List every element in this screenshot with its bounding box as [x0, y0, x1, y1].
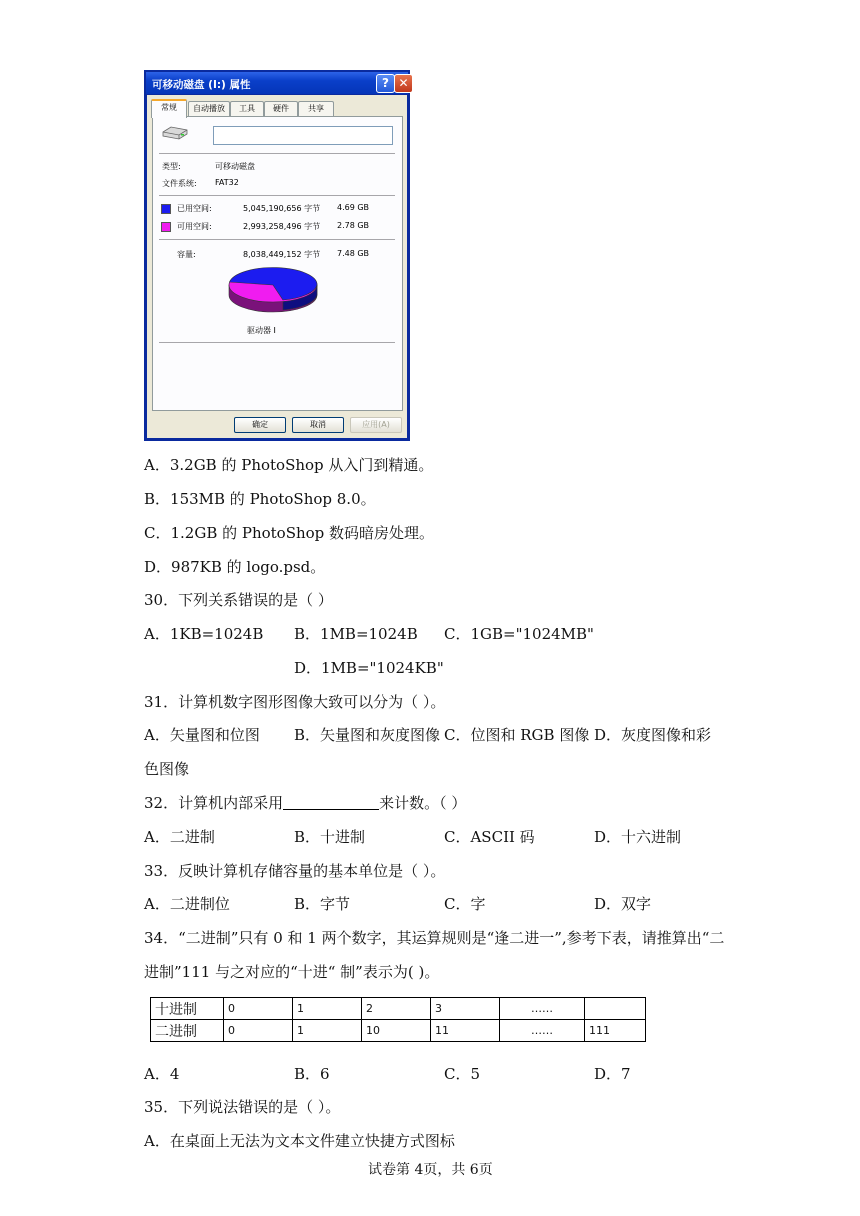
dialog-title: 可移动磁盘 (I:) 属性: [152, 79, 251, 91]
tab-hardware[interactable]: 硬件: [264, 101, 298, 116]
capacity-bytes: 8,038,449,152 字节: [243, 250, 321, 259]
free-space-bytes: 2,993,258,496 字节: [243, 222, 321, 231]
filesystem-label: 文件系统:: [162, 179, 197, 188]
table-cell: 1: [293, 1020, 362, 1042]
q32-stem-end: 来计数。（ ）: [379, 794, 467, 812]
filesystem-value: FAT32: [215, 178, 239, 187]
q30-option-c: C．1GB="1024MB": [444, 625, 594, 643]
table-cell: 111: [585, 1020, 646, 1042]
general-tab-panel: [152, 116, 403, 411]
capacity-gb: 7.48 GB: [337, 249, 370, 258]
q35-option-a: A．在桌面上无法为文本文件建立快捷方式图标: [144, 1132, 455, 1150]
table-cell: 0: [224, 998, 293, 1020]
type-value: 可移动磁盘: [215, 162, 255, 171]
q33-option-a: A．二进制位: [144, 895, 230, 913]
dialog-titlebar: [146, 72, 408, 94]
q31-option-a: A．矢量图和位图: [144, 726, 260, 744]
q32-option-c: C．ASCII 码: [444, 828, 535, 846]
close-button[interactable]: ✕: [394, 74, 413, 93]
table-cell: 2: [362, 998, 431, 1020]
table-cell: ……: [500, 1020, 585, 1042]
q33-option-b: B．字节: [294, 895, 351, 913]
answer-blank: [283, 795, 379, 810]
table-cell: ……: [500, 998, 585, 1020]
table-row: [151, 998, 646, 1020]
base-conversion-table: [150, 997, 646, 1042]
drive-label: 驱动器 I: [247, 326, 276, 335]
tab-general[interactable]: 常规: [151, 99, 187, 118]
q32-option-d: D．十六进制: [594, 828, 682, 846]
free-space-label: 可用空间:: [177, 222, 212, 231]
separator: [159, 239, 395, 240]
separator: [159, 195, 395, 196]
q29-option-a: A．3.2GB 的 PhotoShop 从入门到精通。: [144, 456, 434, 474]
q30-option-d: D．1MB="1024KB": [294, 659, 444, 677]
q30-stem: 30．下列关系错误的是（ ）: [144, 591, 333, 609]
page-footer: 试卷第 4页，共 6页: [368, 1162, 493, 1178]
used-space-gb: 4.69 GB: [337, 203, 370, 212]
table-cell: 十进制: [151, 998, 224, 1020]
table-cell: [585, 998, 646, 1020]
q30-option-a: A．1KB=1024B: [144, 625, 264, 643]
q32-stem-start: 32．计算机内部采用: [144, 794, 284, 812]
q33-stem: 33．反映计算机存储容量的基本单位是（ ）。: [144, 862, 446, 880]
drive-properties-dialog: [144, 70, 410, 441]
dialog-body: [147, 95, 407, 438]
q34-option-b: B．6: [294, 1065, 330, 1083]
separator: [159, 153, 395, 154]
q30-option-b: B．1MB=1024B: [294, 625, 418, 643]
q31-option-d: D．灰度图像和彩: [594, 726, 712, 744]
table-cell: 0: [224, 1020, 293, 1042]
ok-button[interactable]: 确定: [234, 417, 286, 433]
used-space-bytes: 5,045,190,656 字节: [243, 204, 321, 213]
used-space-swatch: [161, 204, 171, 214]
q33-option-c: C．字: [444, 895, 486, 913]
q33-option-d: D．双字: [594, 895, 652, 913]
cancel-button[interactable]: 取消: [292, 417, 344, 433]
q34-stem-line2: 进制”111 与之对应的“十进“ 制”表示为( )。: [144, 963, 440, 981]
table-cell: 3: [431, 998, 500, 1020]
removable-drive-icon: [161, 125, 189, 141]
free-space-gb: 2.78 GB: [337, 221, 370, 230]
q31-option-b: B．矢量图和灰度图像: [294, 726, 441, 744]
q34-stem-line1: 34．“二进制”只有 0 和 1 两个数字，其运算规则是“逢二进一”,参考下表，请推算出“二: [144, 929, 725, 947]
q32-option-b: B．十进制: [294, 828, 366, 846]
q35-stem: 35．下列说法错误的是（ ）。: [144, 1098, 341, 1116]
q29-option-c: C．1.2GB 的 PhotoShop 数码暗房处理。: [144, 524, 435, 542]
q32-stem: [144, 793, 466, 813]
apply-button[interactable]: 应用(A): [350, 417, 402, 433]
q32-option-a: A．二进制: [144, 828, 215, 846]
used-space-label: 已用空间:: [177, 204, 212, 213]
capacity-label: 容量:: [177, 250, 196, 259]
help-button[interactable]: ?: [376, 74, 395, 93]
type-label: 类型:: [162, 162, 181, 171]
table-cell: 二进制: [151, 1020, 224, 1042]
tab-sharing[interactable]: 共享: [298, 101, 334, 116]
q34-option-d: D．7: [594, 1065, 631, 1083]
table-row: [151, 1020, 646, 1042]
q29-option-d: D．987KB 的 logo.psd。: [144, 558, 326, 576]
separator: [159, 342, 395, 343]
free-space-swatch: [161, 222, 171, 232]
q31-stem: 31．计算机数字图形图像大致可以分为（ ）。: [144, 693, 446, 711]
q29-option-b: B．153MB 的 PhotoShop 8.0。: [144, 490, 376, 508]
q31-option-d-continued: 色图像: [144, 760, 190, 778]
table-cell: 1: [293, 998, 362, 1020]
table-cell: 10: [362, 1020, 431, 1042]
drive-name-input[interactable]: [213, 126, 393, 145]
table-cell: 11: [431, 1020, 500, 1042]
tab-tools[interactable]: 工具: [230, 101, 264, 116]
q31-option-c: C．位图和 RGB 图像: [444, 726, 590, 744]
disk-usage-pie: [223, 259, 323, 321]
q34-option-a: A．4: [144, 1065, 180, 1083]
tab-autoplay[interactable]: 自动播放: [188, 101, 230, 116]
q34-option-c: C．5: [444, 1065, 481, 1083]
